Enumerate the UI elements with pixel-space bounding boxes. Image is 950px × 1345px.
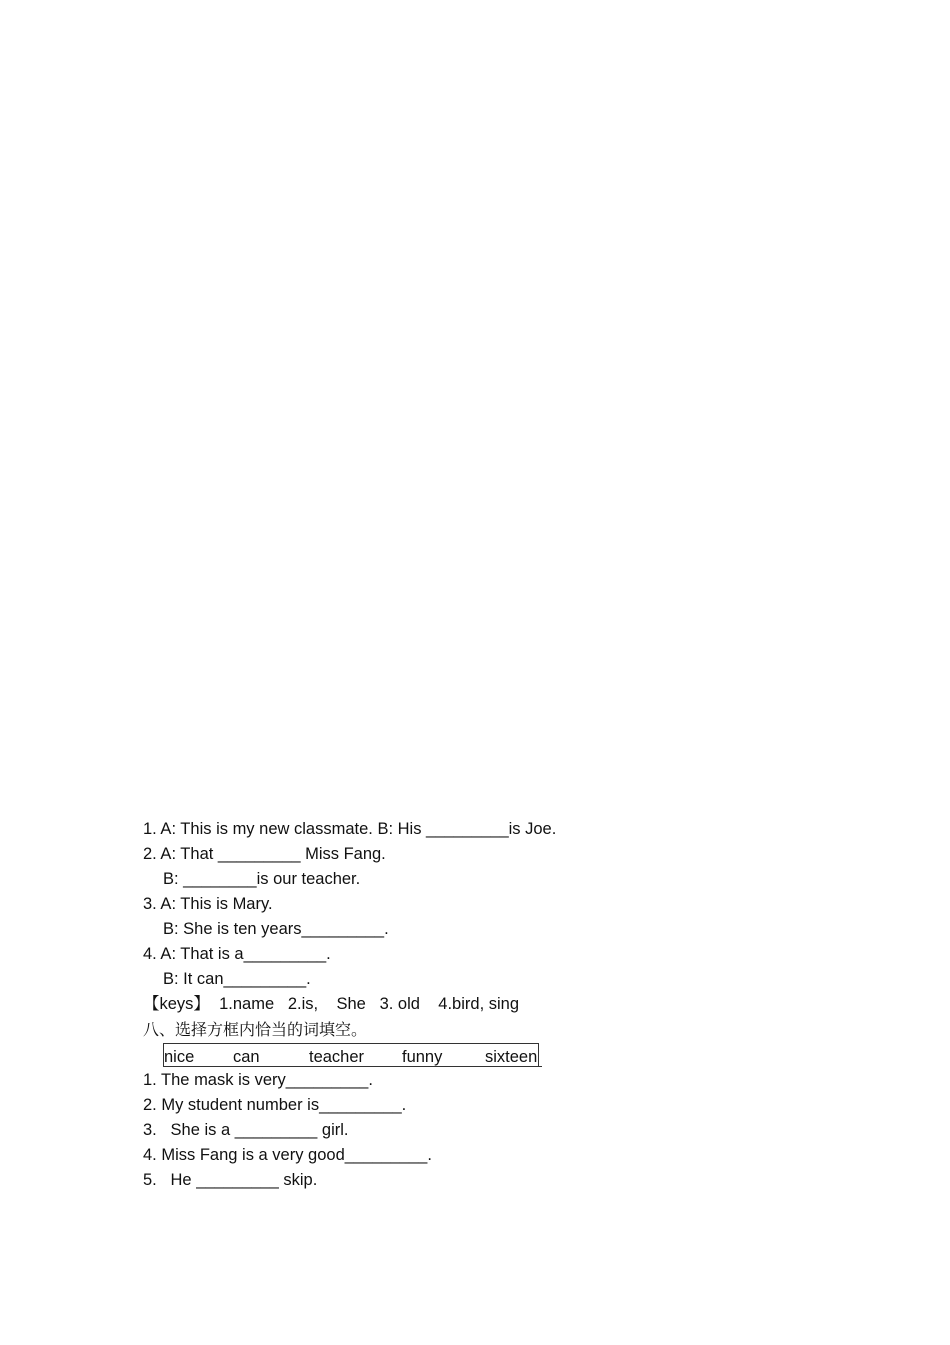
word-teacher: teacher xyxy=(309,1048,365,1066)
section7-item-1: 1. A: This is my new classmate. B: His _________is Joe. xyxy=(143,820,557,838)
section8-heading: 八、选择方框内恰当的词填空。 xyxy=(143,1020,368,1039)
word-funny: funny xyxy=(402,1048,443,1066)
section7-item-4b: B: It can_________. xyxy=(163,970,311,988)
section7-item-4a: 4. A: That is a_________. xyxy=(143,945,331,963)
word-nice: nice xyxy=(164,1048,195,1066)
section7-item-3a: 3. A: This is Mary. xyxy=(143,895,273,913)
word-can: can xyxy=(233,1048,260,1066)
section8-item-4: 4. Miss Fang is a very good_________. xyxy=(143,1146,432,1164)
exercise-content xyxy=(143,817,843,1193)
section7-item-2b: B: ________is our teacher. xyxy=(163,870,361,888)
answer-keys: 【keys】 1.name 2.is, She 3. old 4.bird, sing xyxy=(143,995,520,1013)
section7-item-2a: 2. A: That _________ Miss Fang. xyxy=(143,845,386,863)
section8-item-3: 3. She is a _________ girl. xyxy=(143,1121,349,1139)
section8-item-2: 2. My student number is_________. xyxy=(143,1096,407,1114)
section8-item-5: 5. He _________ skip. xyxy=(143,1171,318,1189)
section8-item-1: 1. The mask is very_________. xyxy=(143,1071,373,1089)
word-sixteen: sixteen xyxy=(485,1048,538,1066)
word-box xyxy=(163,1043,539,1067)
word-box-underline xyxy=(164,1066,542,1067)
section7-item-3b: B: She is ten years_________. xyxy=(163,920,389,938)
